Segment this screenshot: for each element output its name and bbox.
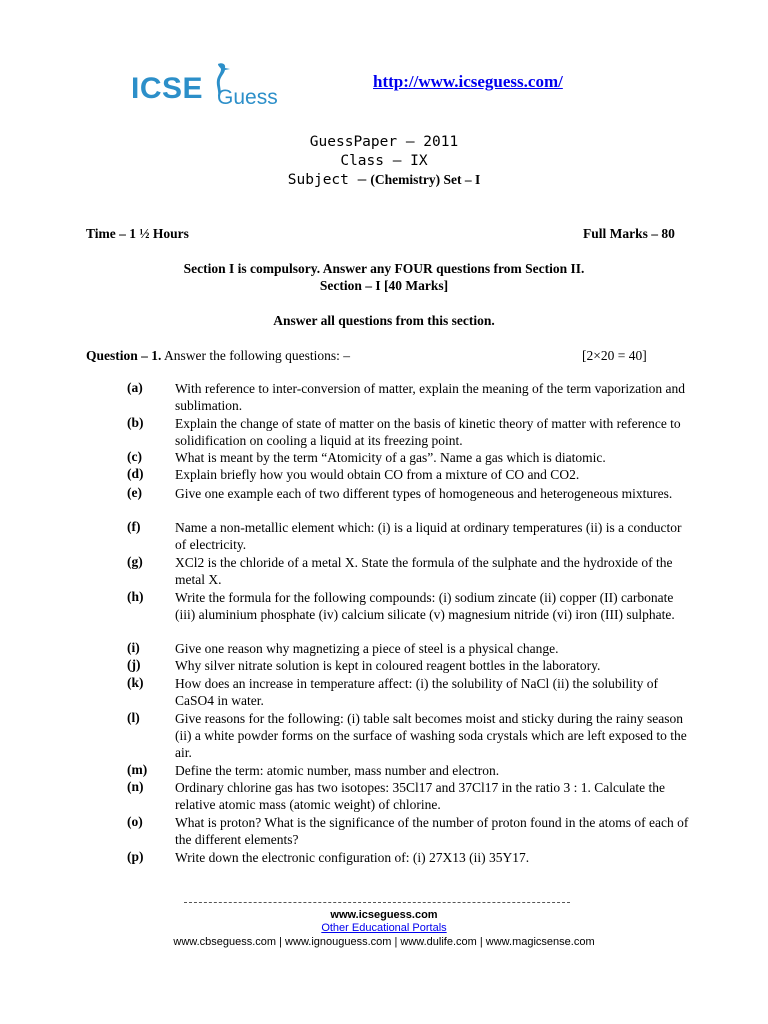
full-marks: Full Marks – 80 [583, 226, 675, 241]
item-text: Write the formula for the following compounds: (i) sodium zincate (ii) copper (II) carbonate (iii) aluminium phosphate (iv) calcium silicate (v) magnesium nitride (vi) iron (III) sulphate. [175, 590, 675, 622]
item-text: Why silver nitrate solution is kept in coloured reagent bottles in the laboratory. [175, 658, 601, 673]
logo-primary-text: ICSE [131, 72, 204, 105]
question-heading [86, 347, 350, 364]
item-text: What is meant by the term “Atomicity of a gas”. Name a gas which is diatomic. [175, 450, 606, 465]
item-text: Define the term: atomic number, mass number and electron. [175, 763, 500, 778]
footer-portals-links[interactable]: www.cbseguess.com | www.ignouguess.com | www.dulife.com | www.magicsense.com [173, 936, 595, 948]
item-text: Give one reason why magnetizing a piece of steel is a physical change. [175, 641, 559, 656]
item-label: (n) [127, 779, 144, 794]
item-label: (b) [127, 415, 144, 430]
item-text: XCl2 is the chloride of a metal X. State the formula of the sulphate and the hydroxide of the metal X. [175, 555, 673, 587]
time-allowed: Time – 1 ½ Hours [86, 226, 189, 241]
logo-secondary-text: Guess [217, 86, 278, 109]
item-label: (d) [127, 466, 144, 481]
item-label: (j) [127, 657, 141, 672]
item-text: Explain briefly how you would obtain CO from a mixture of CO and CO2. [175, 467, 580, 482]
item-label: (e) [127, 485, 142, 500]
item-label: (k) [127, 675, 144, 690]
item-text: Name a non-metallic element which: (i) is a liquid at ordinary temperatures (ii) is a conductor of electricity. [175, 520, 682, 552]
item-text: Write down the electronic configuration of: (i) 27X13 (ii) 35Y17. [175, 850, 530, 865]
footer-site[interactable]: www.icseguess.com [330, 909, 438, 921]
item-label: (a) [127, 380, 143, 395]
icse-guess-logo [131, 62, 301, 112]
footer-divider [184, 902, 570, 903]
item-text: Ordinary chlorine gas has two isotopes: 35Cl17 and 37Cl17 in the ratio 3 : 1. Calculate the relative atomic mass (atomic weight) of chlorine. [175, 780, 666, 812]
item-label: (f) [127, 519, 141, 534]
instruction-line-1: Section I is compulsory. Answer any FOUR questions from Section II. [183, 261, 585, 276]
footer-portals-label[interactable]: Other Educational Portals [321, 922, 447, 934]
section-heading: Section – I [40 Marks] [319, 278, 449, 293]
item-label: (i) [127, 640, 140, 655]
item-label: (p) [127, 849, 144, 864]
item-label: (c) [127, 449, 142, 464]
item-label: (m) [127, 762, 148, 777]
item-text: Explain the change of state of matter on the basis of kinetic theory of matter with reference to solidification on cooling a liquid at its freezing point. [175, 416, 681, 448]
item-text: What is proton? What is the significance of the number of proton found in the atoms of each of the different elements? [175, 815, 689, 847]
item-label: (g) [127, 554, 143, 569]
item-text: Give reasons for the following: (i) table salt becomes moist and sticky during the rainy season (ii) a white powder forms on the surface of washing soda crystals which are left exposed to the air. [175, 711, 687, 760]
question-marks: [2×20 = 40] [582, 348, 647, 363]
question-prompt: Answer the following questions: – [164, 348, 351, 363]
instruction-line-3: Answer all questions from this section. [273, 313, 495, 328]
subject-prefix: Subject – [287, 172, 367, 188]
item-text: Give one example each of two different types of homogeneous and heterogeneous mixtures. [175, 486, 673, 501]
site-url-link[interactable]: http://www.icseguess.com/ [373, 72, 563, 91]
item-text: With reference to inter-conversion of matter, explain the meaning of the term vaporization and sublimation. [175, 381, 685, 413]
question-label: Question – 1. [86, 348, 162, 363]
subject-title [0, 171, 768, 189]
class-title: Class – IX [340, 153, 428, 169]
item-label: (o) [127, 814, 143, 829]
item-label: (l) [127, 710, 140, 725]
subject-name: (Chemistry) Set – I [370, 172, 481, 187]
paper-title: GuessPaper – 2011 [309, 134, 459, 150]
item-label: (h) [127, 589, 144, 604]
item-text: How does an increase in temperature affect: (i) the solubility of NaCl (ii) the solubility of CaSO4 in water. [175, 676, 658, 708]
